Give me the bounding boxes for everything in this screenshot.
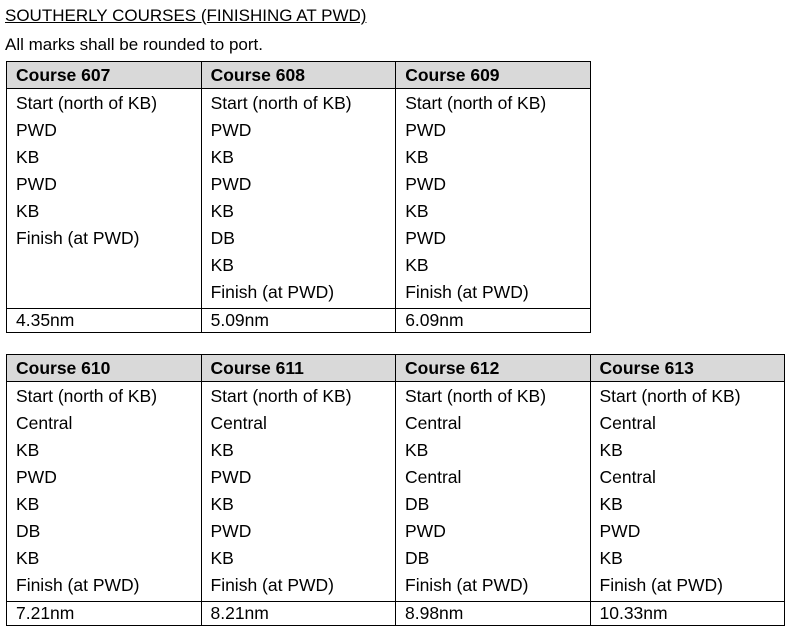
course-header: Course 609 [396, 62, 591, 89]
mark-item: KB [599, 494, 623, 514]
mark-item: PWD [16, 120, 57, 140]
courses-table-2 [6, 354, 785, 626]
marks-row [7, 382, 785, 602]
course-distance: 8.98nm [396, 602, 591, 626]
mark-item: Start (north of KB) [210, 93, 352, 113]
mark-item: KB [210, 548, 234, 568]
mark-item: KB [599, 548, 623, 568]
mark-item: Finish (at PWD) [405, 575, 529, 595]
mark-item: PWD [210, 467, 252, 487]
mark-item: KB [210, 494, 234, 514]
mark-item: Finish (at PWD) [210, 575, 334, 595]
mark-item: Finish (at PWD) [16, 228, 140, 248]
course-header: Course 607 [7, 62, 202, 89]
course-header: Course 608 [201, 62, 396, 89]
mark-item: Start (north of KB) [599, 386, 741, 406]
distance-row [7, 602, 785, 626]
course-header: Course 613 [590, 355, 785, 382]
course-distance: 7.21nm [7, 602, 202, 626]
course-distance: 6.09nm [396, 309, 591, 333]
mark-item: DB [16, 521, 41, 541]
course-marks-cell [7, 382, 202, 602]
mark-item: KB [405, 147, 429, 167]
mark-item: KB [16, 201, 40, 221]
courses-table-1 [6, 61, 591, 333]
mark-item: DB [405, 548, 430, 568]
mark-item: KB [16, 147, 40, 167]
mark-item: PWD [405, 174, 447, 194]
mark-item: Central [599, 413, 656, 433]
course-marks-cell [201, 382, 396, 602]
mark-item: PWD [405, 521, 446, 541]
mark-item: Central [210, 413, 267, 433]
mark-item: PWD [210, 521, 252, 541]
mark-item: KB [405, 440, 429, 460]
mark-item: KB [599, 440, 623, 460]
mark-item: KB [210, 147, 234, 167]
mark-item: PWD [210, 120, 252, 140]
mark-item: PWD [210, 174, 252, 194]
mark-item: PWD [16, 174, 57, 194]
mark-item: KB [210, 255, 234, 275]
rounding-note: All marks shall be rounded to port. [5, 35, 263, 54]
mark-item: Finish (at PWD) [599, 575, 723, 595]
distance-row [7, 309, 591, 333]
course-distance: 8.21nm [201, 602, 396, 626]
course-header: Course 612 [396, 355, 591, 382]
mark-item: KB [405, 255, 429, 275]
mark-item: Central [405, 413, 462, 433]
course-marks-cell [396, 382, 591, 602]
mark-item: KB [16, 440, 40, 460]
mark-item: Finish (at PWD) [405, 282, 529, 302]
section-heading: SOUTHERLY COURSES (FINISHING AT PWD) [5, 6, 367, 25]
course-marks-cell [7, 89, 202, 309]
mark-item: PWD [16, 467, 57, 487]
mark-item: KB [405, 201, 429, 221]
course-header: Course 610 [7, 355, 202, 382]
marks-row [7, 89, 591, 309]
mark-item: PWD [405, 120, 447, 140]
course-marks-cell [201, 89, 396, 309]
mark-item: KB [16, 494, 40, 514]
mark-item: KB [210, 440, 234, 460]
header-row [7, 62, 591, 89]
mark-item: Central [16, 413, 73, 433]
mark-item: Start (north of KB) [405, 93, 547, 113]
mark-item: Start (north of KB) [210, 386, 352, 406]
mark-item: Central [599, 467, 656, 487]
mark-item: KB [16, 548, 40, 568]
mark-item: Finish (at PWD) [210, 282, 335, 302]
header-row [7, 355, 785, 382]
mark-item: Start (north of KB) [16, 386, 158, 406]
course-distance: 4.35nm [7, 309, 202, 333]
course-header: Course 611 [201, 355, 396, 382]
mark-item: Finish (at PWD) [16, 575, 140, 595]
mark-item: Central [405, 467, 462, 487]
mark-item: Start (north of KB) [16, 93, 158, 113]
course-distance: 5.09nm [201, 309, 396, 333]
mark-item: PWD [405, 228, 447, 248]
mark-item: DB [405, 494, 430, 514]
course-marks-cell [396, 89, 591, 309]
course-marks-cell [590, 382, 785, 602]
mark-item: Start (north of KB) [405, 386, 547, 406]
course-distance: 10.33nm [590, 602, 785, 626]
mark-item: KB [210, 201, 234, 221]
mark-item: PWD [599, 521, 641, 541]
mark-item: DB [210, 228, 235, 248]
